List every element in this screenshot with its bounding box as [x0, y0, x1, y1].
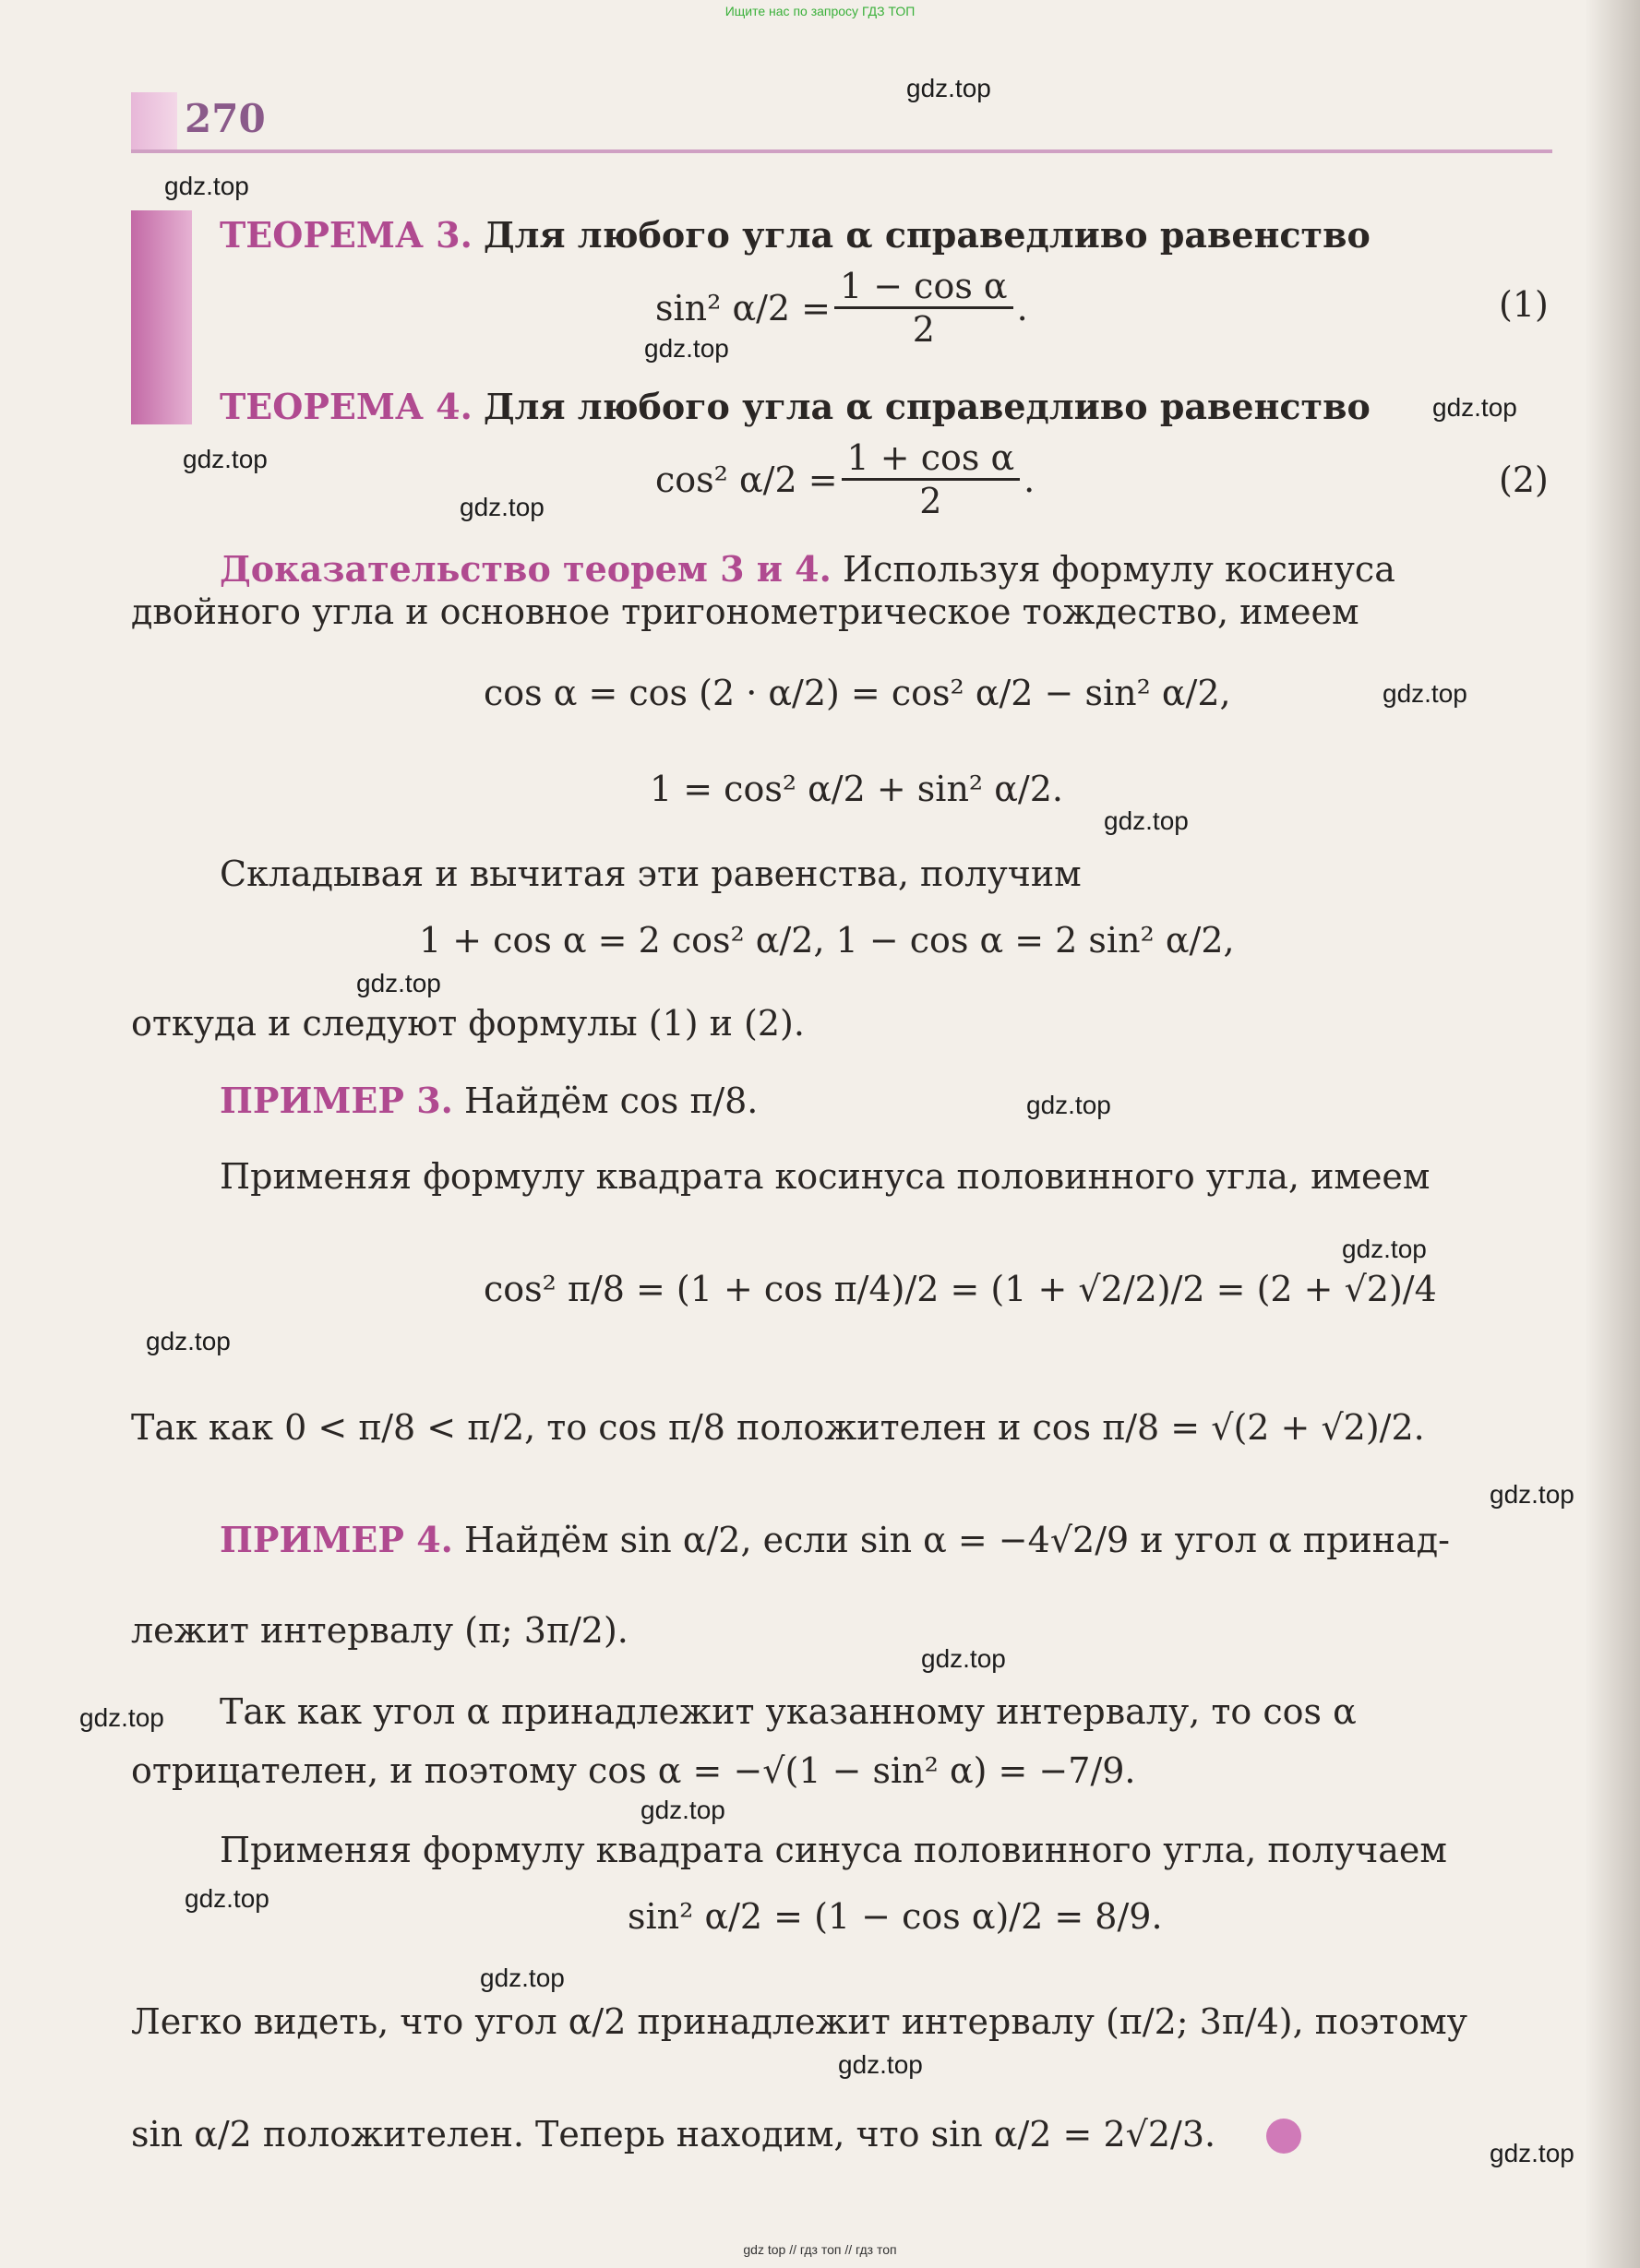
watermark: gdz.top	[185, 1884, 269, 1913]
watermark: gdz.top	[164, 172, 249, 200]
header-rule	[131, 149, 1552, 153]
watermark: gdz.top	[1490, 1480, 1574, 1509]
example3-label: ПРИМЕР 3.	[220, 1080, 453, 1121]
theorem4-statement	[220, 386, 1371, 428]
theorem3-statement	[220, 214, 1371, 257]
header-band	[131, 92, 177, 149]
example4-label: ПРИМЕР 4.	[220, 1519, 453, 1560]
theorem4-text: Для любого угла α справедливо равенство	[483, 386, 1371, 427]
theorem4-label: ТЕОРЕМА 4.	[220, 386, 473, 427]
proof-text-1: Используя формулу косинуса	[842, 549, 1395, 590]
watermark: gdz.top	[183, 445, 268, 473]
example4-text-b: лежит интервалу (π; 3π/2).	[131, 1610, 628, 1651]
example4-line-4: Легко видеть, что угол α/2 принадлежит интервалу (π/2; 3π/4), поэтому	[131, 2001, 1468, 2042]
page-edge-shadow	[1585, 0, 1640, 2268]
proof-line-2: двойного угла и основное тригонометрическое тождество, имеем	[131, 591, 1359, 632]
example3-line-2b: √(2 + √2)/2.	[1211, 1407, 1425, 1448]
example3-line-1: Применяя формулу квадрата косинуса половинного угла, имеем	[220, 1156, 1431, 1197]
example4-line-1: Так как угол α принадлежит указанному интервалу, то cos α	[220, 1691, 1357, 1732]
proof-equation-2: 1 = cos² α/2 + sin² α/2.	[650, 769, 1063, 809]
example3-header	[220, 1080, 758, 1122]
example4-equation: sin² α/2 = (1 − cos α)/2 = 8/9.	[628, 1896, 1163, 1937]
watermark: gdz.top	[1026, 1091, 1111, 1119]
proof-equation-3: 1 + cos α = 2 cos² α/2, 1 − cos α = 2 sin² α/2,	[419, 920, 1235, 961]
proof-label: Доказательство теорем 3 и 4.	[220, 548, 832, 590]
page-number: 270	[185, 96, 266, 141]
example3-line-2	[131, 1406, 1425, 1449]
end-of-example-marker	[1266, 2119, 1301, 2154]
formula-2-fraction	[842, 437, 1021, 521]
watermark: gdz.top	[1490, 2139, 1574, 2167]
watermark: gdz.top	[480, 1964, 565, 1992]
watermark: gdz.top	[146, 1327, 231, 1355]
example4-line-5: sin α/2 положителен. Теперь находим, что sin α/2 = 2√2/3.	[131, 2114, 1216, 2155]
example3-line-2a: Так как 0 < π/8 < π/2, то cos π/8 положителен и cos π/8 =	[131, 1407, 1201, 1448]
equation-number-2: (2)	[1499, 460, 1549, 500]
theorem3-text: Для любого угла α справедливо равенство	[483, 214, 1371, 256]
watermark: gdz.top	[79, 1703, 164, 1732]
formula-1-left: sin² α/2 =	[655, 287, 831, 328]
example4-line-2: отрицателен, и поэтому cos α = −√(1 − sin² α) = −7/9.	[131, 1750, 1136, 1791]
example4-text-a: Найдём sin α/2, если sin α = −4√2/9 и угол α принад-	[463, 1520, 1450, 1560]
example3-equation: cos² π/8 = (1 + cos π/4)/2 = (1 + √2/2)/2 = (2 + √2)/4	[484, 1269, 1437, 1309]
example4-line-3: Применяя формулу квадрата синуса половинного угла, получаем	[220, 1830, 1447, 1870]
example3-text: Найдём cos π/8.	[463, 1080, 759, 1121]
formula-1-num: 1 − cos α	[834, 266, 1013, 309]
watermark: gdz.top	[356, 969, 441, 997]
formula-1: sin² α/2 = $\frac{\text{1 − cos α}}{2}$ .	[655, 266, 1028, 350]
formula-1-fraction	[834, 266, 1013, 350]
watermark: gdz.top	[1432, 393, 1517, 422]
watermark: gdz.top	[1383, 679, 1467, 708]
formula-1-den: 2	[912, 309, 935, 350]
watermark: gdz.top	[1342, 1235, 1427, 1263]
header-link[interactable]: Ищите нас по запросу ГДЗ ТОП	[724, 4, 916, 18]
proof-equation-1: cos α = cos (2 · α/2) = cos² α/2 − sin² α/2,	[484, 673, 1231, 713]
proof-line-1	[220, 548, 1395, 591]
theorem-sidebar	[131, 210, 192, 424]
proof-line-4: откуда и следуют формулы (1) и (2).	[131, 1003, 805, 1044]
formula-2-left: cos² α/2 =	[655, 459, 838, 500]
theorem3-label: ТЕОРЕМА 3.	[220, 214, 473, 256]
watermark: gdz.top	[640, 1796, 725, 1824]
formula-2-den: 2	[919, 481, 942, 521]
watermark: gdz.top	[1104, 806, 1189, 835]
watermark: gdz.top	[838, 2050, 923, 2079]
proof-line-3: Складывая и вычитая эти равенства, получим	[220, 853, 1082, 894]
example4-header	[220, 1519, 1450, 1561]
footer-link[interactable]: gdz top // гдз топ // гдз топ	[743, 2242, 897, 2257]
equation-number-1: (1)	[1499, 284, 1549, 325]
watermark: gdz.top	[906, 74, 991, 102]
watermark: gdz.top	[921, 1644, 1006, 1673]
formula-2-num: 1 + cos α	[842, 437, 1021, 481]
formula-2: cos² α/2 = $\frac{\text{1 + cos α}}{2}$ .	[655, 437, 1035, 521]
watermark: gdz.top	[460, 493, 545, 521]
watermark: gdz.top	[644, 334, 729, 363]
